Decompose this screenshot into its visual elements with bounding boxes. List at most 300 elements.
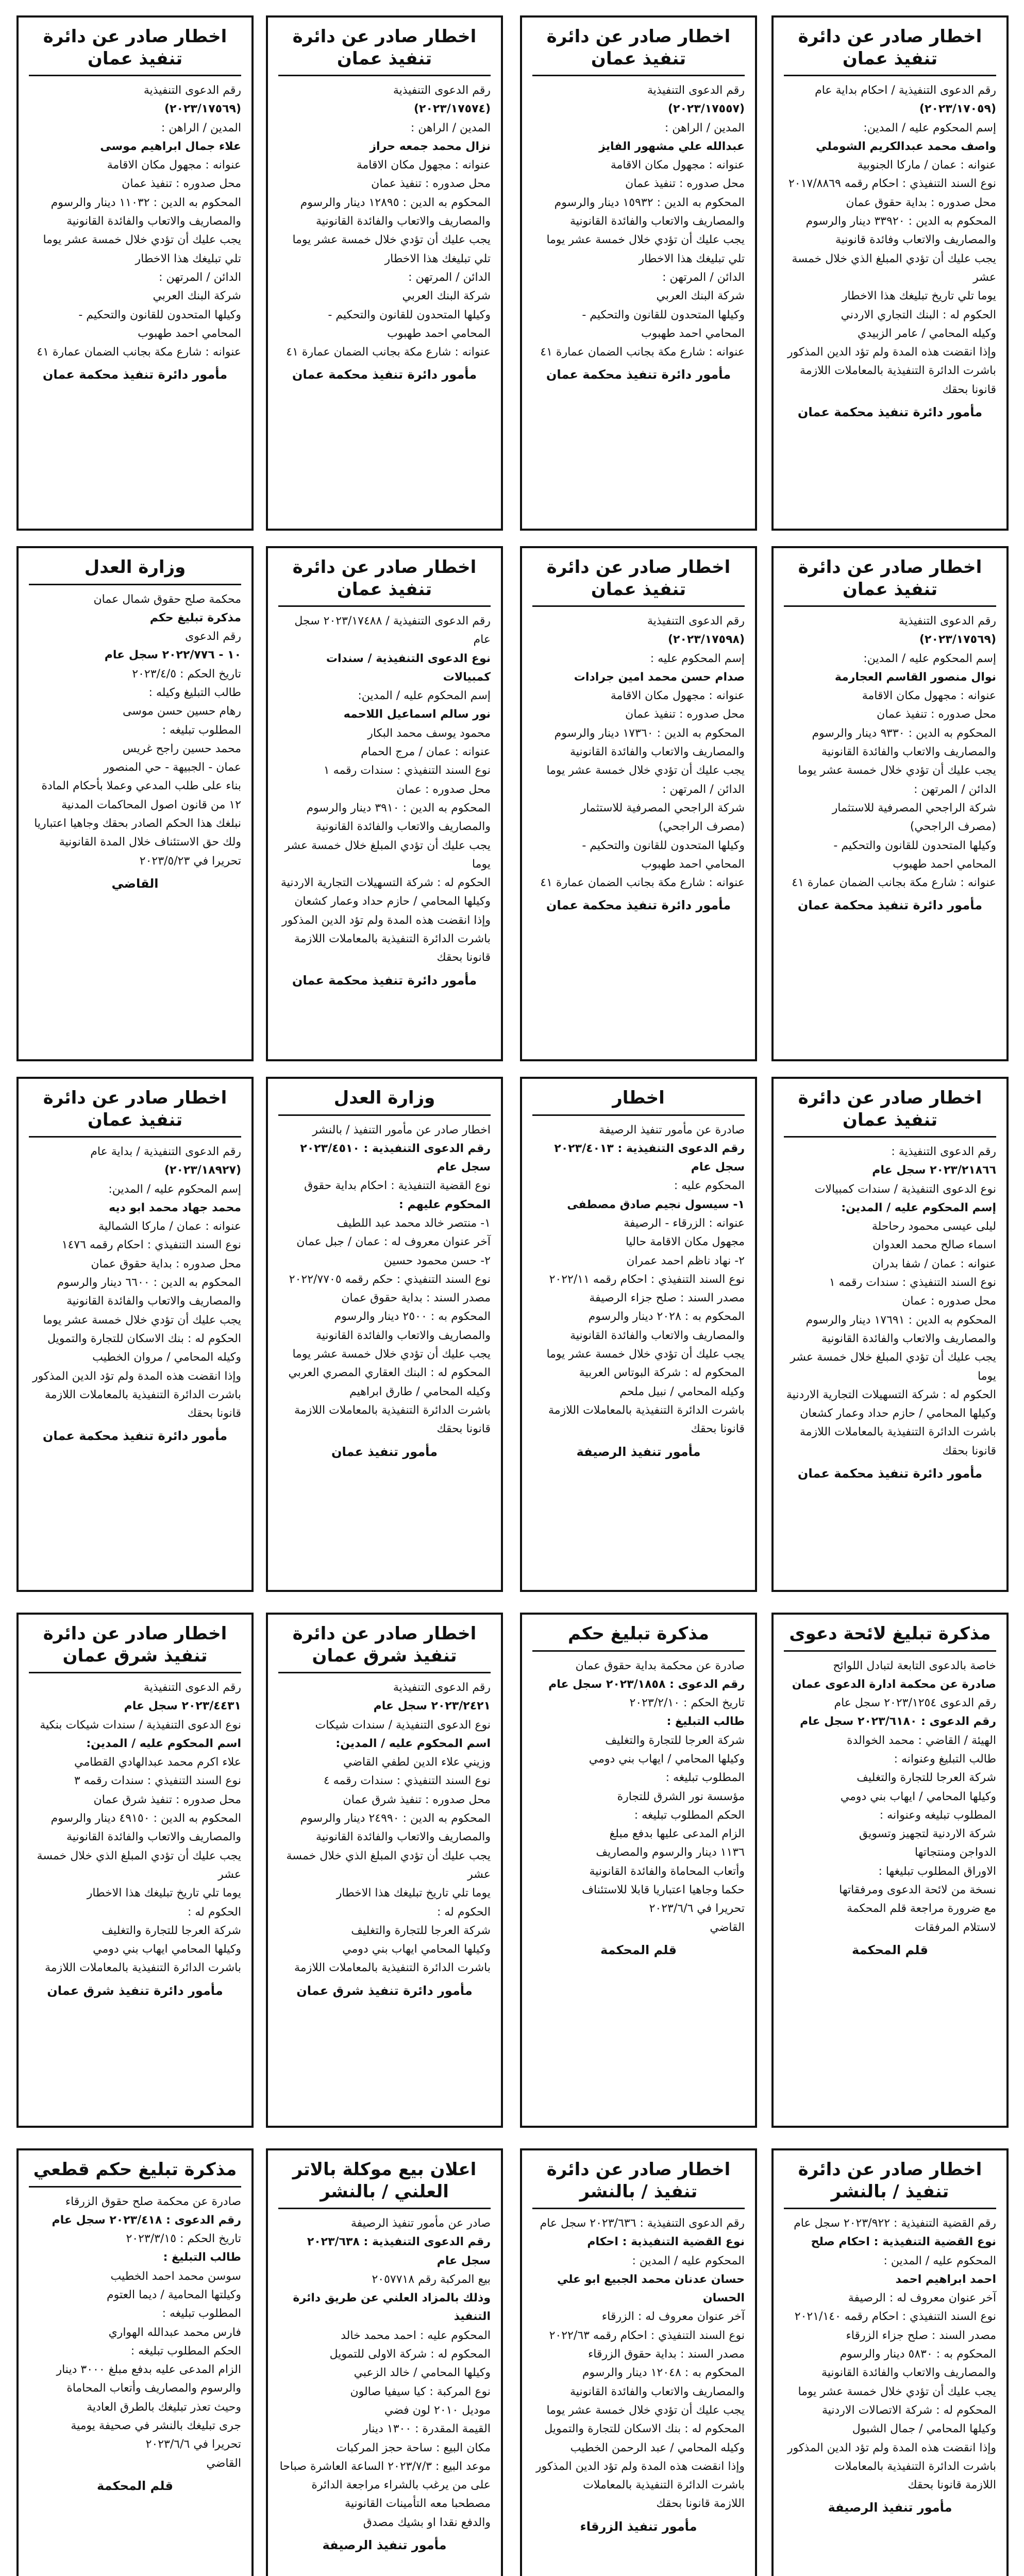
divider [278,2208,491,2209]
notice-line: طالب التبليغ : [666,1715,745,1728]
notice-line: المحكوم به : ٥٨٣٠ دينار والرسوم [840,2348,996,2361]
notice-line: وإذا انقضت هذه المدة ولم تؤد الدين المذكور [536,2460,745,2473]
notice-line: الدائن / المرتهن : [662,783,745,796]
notice-line: باشرت الدائرة التنفيذية بالمعاملات اللازمة قانونا بحقك [294,933,491,964]
notice-line: محل صدوره : تنفيذ شرق عمان [343,1793,491,1806]
notice-line: وكيلها المتحدون للقانون والتحكيم - [582,308,745,321]
notice-title: مذكرة تبليغ لائحة دعوى [789,1623,991,1644]
notice-line: المدين / الراهن : [664,121,745,134]
notice-line: الدائن / المرتهن : [914,783,996,796]
notice-line: (٢٠٢٣/١٧٥٩٨) [667,633,745,647]
notice-title: وزارة العدل [84,557,186,578]
notice-line: يجب عليك أن تؤدي خلال خمسة عشر يوما [292,233,491,247]
notice-line: ١- منتصر خالد محمد عبد اللطيف [337,1216,491,1230]
notice-line: محل صدوره : تنفيذ عمان [877,708,996,721]
notice-line: عنوانه : شارع مكة بجانب الضمان عمارة ٤١ [540,876,745,890]
notice-line: يجب عليك أن تؤدي المبلغ خلال خمسة عشر يوما [284,839,491,871]
notice-footer: مأمور دائرة تنفيذ محكمة عمان [797,1466,983,1481]
notice-line: يجب عليك أن تؤدي خلال خمسة عشر يوما [798,2385,996,2398]
notice-line: نبلغك هذا الحكم الصادر بحقك وجاهيا اعتباريا [34,817,241,831]
notice-line: يجب عليك أن تؤدي المبلغ الذي خلال خمسة عشر [37,1849,241,1881]
notice-line: والمصاريف والاتعاب والفائدة القانونية [821,745,996,759]
notice-line: المحامي احمد طهبوب [387,327,491,340]
notice-line: يجب عليك أن تؤدي خلال خمسة عشر يوما [546,1348,745,1361]
notice-line: ١١٣٦ دينار والرسوم والمصاريف [596,1846,745,1859]
notice-line: المحكوم به الدين : ١٢٨٩٥ دينار والرسوم [300,196,491,209]
divider [532,1650,745,1652]
notice-line: نزال محمد جمعه حراز [370,140,491,153]
notice-line: خاصة بالدعوى التابعة لتبادل اللوائح [833,1659,996,1672]
notice-line: المحكوم به : ٢٥٠٠ دينار والرسوم [334,1310,491,1324]
divider [278,605,491,607]
notice-line: رقم الدعوى التنفيذية / بداية عام [90,1145,241,1158]
notice-line: رقم الدعوى التنفيذية : ٢٠٢٣/٦٣٦ سجل عام [540,2217,745,2230]
notice-line: اللازمة قانونا بحقك [908,2479,996,2492]
notice-line: والمصاريف والاتعاب والفائدة القانونية [569,1329,745,1342]
notice-line: اخطار صادر عن مأمور التنفيذ / بالنشر [312,1123,491,1137]
notice-line: وكيله المحامي / عبد الرحمن الخطيب [570,2441,745,2454]
notice-line: باشرت الدائرة التنفيذية بالمعاملات [834,2460,996,2473]
notice-line: تاريخ الحكم : ٢٠٢٣/٤/٥ [132,667,241,681]
notice-r3c3 [266,1077,503,1592]
notice-footer: مأمور دائرة تنفيذ محكمة عمان [546,898,731,913]
notice-title: اخطار صادر عن دائرة تنفيذ عمان [798,26,982,69]
notice-line: والمصاريف والاتعاب والفائدة القانونية [569,745,745,759]
notice-line: إسم المحكوم عليه : [650,652,745,665]
notice-line: إسم المحكوم عليه / المدين: [863,121,996,134]
notice-line: مؤسسة نور الشرق للتجارة [617,1790,745,1803]
notice-line: عنوانه : الزرقاء - الرصيفة [624,1216,745,1230]
notice-line: المحكوم به الدين : ١٧٦٩١ دينار والرسوم [805,1313,996,1327]
notice-line: تلي تبليغك هذا الاخطار [384,252,491,265]
notice-line: المحكوم عليه : احمد محمد خالد [341,2329,491,2342]
notice-line: محكمة صلح حقوق شمال عمان [93,592,241,606]
notice-line: وكيلها المتحدون للقانون والتحكيم - [328,308,491,321]
divider [29,1672,241,1673]
divider [278,75,491,76]
notice-footer: مأمور دائرة تنفيذ محكمة عمان [546,367,731,382]
notice-line: نوع القضية التنفيذية : احكام بداية حقوق [304,1179,491,1193]
notice-line: المطلوب تبليغه : [162,2307,241,2320]
notice-line: عنوانه : شارع مكة بجانب الضمان عمارة ٤١ [540,346,745,359]
divider [532,605,745,607]
notice-line: الحكوم له : [437,1905,491,1919]
notice-footer: القاضي [111,876,159,891]
notice-line: مكان البيع : ساحة حجز المركبات [336,2441,491,2454]
notice-line: نور سالم اسماعيل اللاحمه [343,708,491,721]
notice-line: حكما وجاهيا اعتباريا قابلا للاستئناف [582,1884,745,1897]
notice-line: رقم الدعوى ٢٠٢٣/١٢٥٤ سجل عام [834,1697,996,1710]
notice-line: المحكوم له : شركة الاتصالات الاردنية [821,2403,996,2417]
notice-line: شركة الاردنية لتجهيز وتسويق [859,1827,996,1841]
divider [784,605,996,607]
notice-line: المحكوم به الدين : ٢٤٩٩٠ دينار والرسوم [300,1812,491,1825]
notice-footer: مأمور دائرة تنفيذ شرق عمان [47,1983,223,1998]
notice-r3c1 [771,1077,1009,1592]
divider [278,1114,491,1116]
notice-line: وإذا انقضت هذه المدة ولم تؤد الدين المذكور [32,1369,241,1383]
notice-line: وإذا انقضت هذه المدة ولم تؤد الدين المذكور [787,2441,996,2454]
notice-line: وكيلها المحامي / حازم حداد وعمار كشعان [800,1407,996,1420]
notice-line: بناء على طلب المدعي وعملا بأحكام المادة [41,779,241,793]
notice-line: يوما تلي تاريخ تبليغك هذا الاخطار [87,1887,241,1900]
notice-line: ٢٠٢٣/٤٤٣١ سجل عام [124,1700,241,1713]
notice-line: محل صدوره : عمان [396,783,491,796]
notice-title: مذكرة تبليغ حكم [568,1623,709,1644]
notice-line: طالب التبليغ وعنوانه : [894,1752,996,1766]
notice-line: تاريخ الحكم : ٢٠٢٣/٣/١٥ [126,2232,241,2246]
notice-line: مصطحبا معه التأمينات القانونية [345,2497,491,2511]
divider [784,1136,996,1138]
notice-line: مذكرة تبليغ حكم [149,611,241,624]
notice-line: وكيله المحامي / عامر الزبيدي [858,327,996,340]
notice-line: باشرت الدائرة التنفيذية بالمعاملات اللازمة قانونا بحقك [548,1403,745,1436]
notice-line: يجب عليك أن تؤدي المبلغ الذي خلال خمسة عشر [792,252,996,284]
notice-line: تحريرا في ٢٠٢٣/٦/٦ [649,1902,745,1916]
notice-line: القاضي [710,1921,745,1934]
notice-line: الهيئة / القاضي : محمد الخوالدة [846,1734,996,1747]
notice-line: (٢٠٢٣/١٧٥٧٤) [413,103,491,116]
notice-line: نوع السند التنفيذي : احكام رقمه ٢٠٢١/١٤٠ [794,2310,996,2324]
notice-line: باشرت الدائرة التنفيذية بالمعاملات [583,2479,745,2492]
notice-line: صادرة عن مأمور تنفيذ الرصيفة [599,1123,745,1137]
notice-line: قانونا بحقك [187,1407,241,1420]
notice-line: يجب عليك أن تؤدي خلال خمسة عشر يوما [546,2403,745,2417]
notice-line: المدين / الراهن : [410,121,491,134]
notice-line: الزام المدعى عليها بدفع مبلغ [609,1827,745,1841]
notice-line: رقم الدعوى التنفيذية : ٢٠٢٣/٤٠١٣ سجل عام [554,1142,745,1174]
notice-title: اخطار صادر عن دائرة تنفيذ عمان [292,557,477,600]
notice-line: يجب عليك أن تؤدي المبلغ خلال خمسة عشر يوما [790,1351,996,1383]
notice-line: المحكوم عليه / المدين : [632,2254,745,2267]
notice-line: المحكوم به الدين : ٩٣٣٠ دينار والرسوم [812,726,996,740]
notice-footer: مأمور دائرة تنفيذ محكمة عمان [292,367,477,382]
notice-line: وأتعاب المحاماة والفائدة القانونية [589,1865,745,1878]
notice-line: شركة البنك العربي [153,290,241,303]
notice-line: يجب عليك أن تؤدي خلال خمسة عشر يوما [43,1313,241,1327]
notice-line: رقم الدعوى التنفيذية / ٢٠٢٣/١٧٤٨٨ سجل عام [294,615,491,647]
notice-line: المحكوم به الدين : ٣٩١٠ دينار والرسوم [306,801,491,815]
notice-line: إسم المحكوم عليه / المدين: [841,1201,996,1214]
notice-line: القيمة المقدرة : ١٣٠٠ دينار [362,2422,491,2436]
notice-line: وكيلها المتحدون للقانون والتحكيم - [833,839,996,852]
notice-line: عنوانه : مجهول مكان الاقامة [356,159,491,172]
notice-line: باشرت الدائرة التنفيذية بالمعاملات اللازمة قانونا بحقك [799,1426,996,1458]
notice-line: ٢٠٢٣/٢٤٢١ سجل عام [373,1700,491,1713]
notice-line: عنوانه : مجهول مكان الاقامة [610,159,745,172]
notice-footer: قلم المحكمة [852,1942,928,1957]
notice-line: رقم الدعوى [185,630,241,643]
divider [29,75,241,76]
notice-line: نوع السند التنفيذي : احكام رقمه ١٤٧٦ [61,1239,241,1252]
notice-line: رقم الدعوى : ٢٠٢٣/١٨٥٨ سجل عام [548,1677,745,1691]
notice-line: نوع السند التنفيذي : حكم رقمه ٢٠٢٢/٧٧٠٥ [289,1273,491,1286]
notice-line: المطلوب تبليغه : [665,1771,745,1785]
notice-line: طالب التبليغ وكيله : [148,686,241,699]
notice-line: باشرت الدائرة التنفيذية بالمعاملات اللازمة [44,1388,241,1401]
notice-line: نسخة من لائحة الدعوى ومرفقاتها [839,1884,996,1897]
notice-line: والمصاريف والاتعاب والفائدة القانونية [66,215,241,228]
notice-line: والمصاريف والاتعاب والفائدة القانونية [821,1332,996,1345]
notice-line: شركة العرجا للتجارة والتغليف [605,1734,745,1747]
notice-line: المحكوم به الدين : ٤٩١٥٠ دينار والرسوم [51,1812,241,1825]
notice-line: نوع السند التنفيذي : احكام رقمه ٢٠١٧/٨٨٦٩ [788,177,996,191]
notice-line: المحكوم به الدين : ٣٣٩٢٠ دينار والرسوم [805,215,996,228]
notice-line: شركة العرجا للتجارة والتغليف [102,1924,241,1937]
notice-line: إسم المحكوم عليه / المدين: [108,1182,241,1196]
notice-line: ليلى عيسى محمود رحاحلة [871,1220,996,1233]
notice-line: رقم الدعوى التنفيذية [647,615,745,628]
notice-line: علاء جمال ابراهيم موسى [100,140,241,153]
notice-line: مصدر السند : صلح جزاء الزرقاء [846,2329,996,2342]
notice-title: اخطار صادر عن دائرة تنفيذ عمان [798,557,982,600]
notice-footer: مأمور دائرة تنفيذ شرق عمان [296,1983,473,1998]
notice-line: المحكوم له : البنك العقاري المصري العربي [288,1366,491,1380]
notice-line: رقم الدعوى التنفيذية [393,84,491,97]
notice-line: ٢- حسن محمود حسين [383,1254,491,1267]
notice-line: باشرت الدائرة التنفيذية بالمعاملات اللازمة قانونا بحقك [799,364,996,396]
notice-line: محل صدوره : عمان [902,1295,996,1308]
notice-title: اخطار صادر عن دائرة تنفيذ / بالنشر [798,2159,982,2202]
notice-footer: مأمور دائرة تنفيذ محكمة عمان [797,898,983,913]
notice-footer: مأمور دائرة تنفيذ محكمة عمان [42,1429,228,1444]
notice-line: المحكوم له : شركة البوتاس العربية [579,1366,745,1380]
notice-line: إسم المحكوم عليه / المدين: [863,652,996,665]
notice-line: نوع السند التنفيذي : احكام رقمه ٢٠٢٢/١١ [549,1273,745,1286]
notice-r5c3 [266,2148,503,2576]
notice-line: إسم المحكوم عليه / المدين: [358,689,491,703]
notice-line: المطلوب تبليغه : [162,723,241,737]
notice-line: عنوانه : مجهول مكان الاقامة [610,689,745,703]
notice-line: وكيلها المحامي / ايهاب بني دومي [589,1752,745,1766]
notice-line: والمصاريف والاتعاب والفائدة القانونية [66,1295,241,1308]
notice-title: اخطار [612,1088,665,1108]
notice-line: والمصاريف والاتعاب والفائدة القانونية [821,2366,996,2380]
notice-line: الدائن / المرتهن : [408,270,491,284]
notice-line: المحكوم به الدين : ١١٠٣٢ دينار والرسوم [51,196,241,209]
divider [784,75,996,76]
notice-line: وزيني علاء الدين لطفي القاضي [343,1756,491,1769]
notice-line: تحريرا في ٢٠٢٣/٦/٦ [145,2438,241,2451]
notice-line: ٢- نهاد ناظم احمد عمران [626,1254,745,1267]
notice-line: وكيله المحامي / نبيل ملحم [619,1385,745,1398]
notice-line: (مصرف الراجحي) [910,820,996,834]
divider [532,1114,745,1116]
notice-line: (٢٠٢٣/١٧٠٥٩) [919,103,996,116]
divider [532,75,745,76]
notice-line: صدام حسن محمد امين جرادات [574,670,745,684]
notice-line: تاريخ الحكم : ٢٠٢٣/٢/١٠ [629,1697,745,1710]
notice-line: صادرة عن محكمة صلح حقوق الزرقاء [65,2195,241,2208]
notice-line: عنوانه : شارع مكة بجانب الضمان عمارة ٤١ [792,876,996,890]
notice-line: والمصاريف والاتعاب والفائدة القانونية [569,215,745,228]
notice-line: ١- سيسول نجيم صادق مصطفى [567,1198,745,1211]
notice-line: عمان - الجبيهة - حي المنصور [104,761,241,774]
notice-line: الاوراق المطلوب تبليغها : [878,1865,996,1878]
notice-line: آخر عنوان معروف له : عمان / جبل عمان [296,1235,491,1249]
notice-line: الدائن / المرتهن : [662,270,745,284]
notice-line: يوما تلي تاريخ تبليغك هذا الاخطار [842,290,996,303]
notice-line: شركة البنك العربي [656,290,745,303]
notice-title: اخطار صادر عن دائرة تنفيذ عمان [798,1088,982,1130]
notice-line: محل صدوره : تنفيذ عمان [371,177,491,191]
notice-title: اخطار صادر عن دائرة تنفيذ شرق عمان [292,1623,477,1666]
notice-line: المحكوم به : ٢٠٢٨ دينار والرسوم [588,1310,745,1324]
notice-line: محل صدوره : بداية حقوق عمان [91,1257,241,1270]
notice-r3c2 [520,1077,757,1592]
notice-line: رقم القضية التنفيذية : ٢٠٢٣/٩٢٢ سجل عام [794,2217,996,2230]
notice-title: اخطار صادر عن دائرة تنفيذ عمان [43,26,227,69]
notice-line: يجب عليك أن تؤدي خلال خمسة عشر يوما [43,233,241,247]
notice-line: (٢٠٢٣/١٧٥٦٩) [164,103,241,116]
notice-line: الحكوم له : البنك التجاري الاردني [841,308,996,321]
notice-line: على من يرغب بالشراء مراجعة الدائرة [311,2479,491,2492]
notice-line: محمد جهاد محمد ابو ديه [109,1201,241,1214]
notice-line: مجهول مكان الاقامة حاليا [625,1235,745,1249]
notice-title: اخطار صادر عن دائرة تنفيذ شرق عمان [43,1623,227,1666]
notice-line: والمصاريف والاتعاب والفائدة القانونية [315,215,491,228]
notice-line: نوع السند التنفيذي : احكام رقمه ٢٠٢٢/٦٣ [549,2329,745,2342]
divider [532,2208,745,2209]
notice-line: والمصاريف والاتعاب والفائدة القانونية [569,2385,745,2398]
notice-line: الحكم المطلوب تبليغه : [634,1808,745,1822]
notice-line: يجب عليك أن تؤدي خلال خمسة عشر يوما [798,764,996,777]
notice-line: والمصاريف والاتعاب والفائدة القانونية [66,1831,241,1844]
notice-line: عبدالله علي مشهور الفايز [599,140,745,153]
notice-line: وذلك بالمزاد العلني عن طريق دائرة التنفيذ [293,2292,491,2324]
notice-footer: مأمور دائرة تنفيذ محكمة عمان [292,973,477,988]
notice-line: لاستلام المرفقات [914,1921,996,1934]
notice-line: الحكم المطلوب تبليغه : [130,2344,241,2358]
notice-line: اللازمة قانونا بحقك [656,2497,745,2511]
notice-line: نوع القضية التنفيذية : احكام [587,2235,745,2249]
notice-line: وإذا انقضت هذه المدة ولم تؤد الدين المذكور [787,346,996,359]
notice-line: المحامي احمد طهبوب [138,327,241,340]
notice-line: وإذا انقضت هذه المدة ولم تؤد الدين المذكور [282,913,491,927]
notice-line: الحكوم له : شركة التسهيلات التجارية الاردنية [786,1388,996,1401]
notice-line: آخر عنوان معروف له : الرصيفة [848,2292,996,2305]
notice-line: رقم الدعوى التنفيذية [647,84,745,97]
notice-line: الزام المدعى عليه بدفع مبلغ ٣٠٠٠ دينار [56,2363,241,2377]
notice-line: مصدر السند : صلح جزاء الرصيفة [589,1292,745,1305]
notice-line: احمد ابراهيم احمد [895,2273,996,2286]
notice-line: عنوانه : عمان / ماركا الشمالية [98,1220,241,1233]
notice-line: وكيلها المتحدون للقانون والتحكيم - [78,308,241,321]
notice-line: والدفع نقدا او بشيك مصدق [363,2516,491,2529]
notice-line: تحريرا في ٢٠٢٣/٥/٢٣ [139,854,241,868]
notice-line: اسم المحكوم عليه / المدين: [335,1737,491,1750]
notice-title: اخطار صادر عن دائرة تنفيذ عمان [43,1088,227,1130]
notice-line: محمد حسين راجح غريس [122,742,241,755]
notice-line: الدواجن ومنتجاتها [915,1846,996,1859]
notice-line: رقم الدعوى : ٢٠٢٣/٤١٨ سجل عام [52,2213,241,2227]
notice-line: رقم الدعوى التنفيذية : [891,1145,996,1158]
notice-line: نوع السند التنفيذي : سندات رقمه ١ [829,1276,996,1290]
notice-line: علاء اكرم محمد عبدالهادي القطامي [74,1756,241,1769]
notice-line: مصدر السند : بداية حقوق الزرقاء [587,2348,745,2361]
notice-line: عنوانه : شارع مكة بجانب الضمان عمارة ٤١ [286,346,491,359]
notice-line: عنوانه : مجهول مكان الاقامة [862,689,996,703]
notice-line: المحكوم به الدين : ٦٦٠٠ دينار والرسوم [57,1276,241,1290]
notice-line: سوسن محمد احمد الخطيب [110,2269,241,2283]
notice-line: والمصاريف والاتعاب والفائدة القانونية [315,820,491,834]
notice-line: والمصاريف والاتعاب والفائدة القانونية [315,1329,491,1342]
notice-line: شركة الراجحي المصرفية للاستثمار [580,801,745,815]
notice-line: موديل ٢٠١٠ لون فضي [384,2403,491,2417]
notice-line: المحكوم له : بنك الاسكان للتجارة والتمويل [544,2422,745,2436]
notice-line: رقم الدعوى التنفيذية / احكام بداية عام [815,84,996,97]
notice-line: القاضي [206,2456,241,2470]
notice-line: صادرة عن محكمة ادارة الدعوى عمان [792,1677,996,1691]
notice-line: محمود يوسف محمد البكار [367,726,491,740]
notice-r2c4 [16,546,254,1061]
notice-line: وكيلتها المحامية / ديما العتوم [107,2288,241,2301]
notice-line: المدين / الراهن : [161,121,241,134]
notice-footer: مأمور تنفيذ الرصيفة [576,1444,701,1459]
notice-line: رقم الدعوى : ٢٠٢٣/٦١٨٠ سجل عام [800,1715,996,1728]
notice-line: (٢٠٢٣/١٧٥٥٧) [667,103,745,116]
notice-footer: مأمور دائرة تنفيذ محكمة عمان [797,405,983,420]
notice-r3c4 [16,1077,254,1592]
notice-r5c2 [520,2148,757,2576]
notice-line: نوع الدعوى التنفيذية / سندات كمبيالات [814,1182,996,1196]
notice-line: عنوانه : عمان / مرج الحمام [361,745,491,759]
divider [29,584,241,585]
notice-title: اخطار صادر عن دائرة تنفيذ عمان [546,557,731,600]
notice-footer: قلم المحكمة [97,2478,173,2493]
notice-line: المحامي احمد طهبوب [641,327,745,340]
notice-line: يوما تلي تاريخ تبليغك هذا الاخطار [336,1887,491,1900]
notice-line: وكيلها المتحدون للقانون والتحكيم - [582,839,745,852]
notice-line: الحكوم له : بنك الاسكان للتجارة والتمويل [47,1332,241,1345]
notice-line: المحامي احمد طهبوب [641,857,745,871]
divider [29,2186,241,2188]
notice-line: (مصرف الراجحي) [658,820,745,834]
divider [29,1136,241,1138]
notice-line: نوع الدعوى التنفيذية / سندات شيكات [315,1718,491,1732]
notice-r1c4 [16,15,254,531]
notice-line: شركة الراجحي المصرفية للاستثمار [832,801,996,815]
notice-line: اسماء صالح محمد العدوان [872,1239,996,1252]
notice-line: رقم الدعوى التنفيذية : ٢٠٢٣/٦٣٨ سجل عام [307,2235,491,2267]
notice-footer: مأمور تنفيذ عمان [331,1444,438,1459]
notice-line: يجب عليك أن تؤدي خلال خمسة عشر يوما [546,764,745,777]
notice-line: نوع القضية التنفيذية : احكام صلح [811,2235,996,2249]
notice-line: والمصاريف والاتعاب وفائدة قانونية [835,233,996,247]
notice-line: نوال منصور القاسم العجارمة [834,670,996,684]
notice-line: محل صدوره : تنفيذ شرق عمان [93,1793,241,1806]
notice-line: المحكوم به الدين : ١٧٣٦٠ دينار والرسوم [554,726,745,740]
notice-line: باشرت الدائرة التنفيذية بالمعاملات اللازمة [44,1961,241,1975]
notice-line: محل صدوره : تنفيذ عمان [625,177,745,191]
divider [784,2208,996,2209]
notice-line: تلي تبليغك هذا الاخطار [135,252,241,265]
notice-line: نوع المركبة : كيا سيفيا صالون [350,2385,491,2398]
notice-line: (٢٠٢٣/١٨٩٢٧) [164,1164,241,1177]
notice-line: شركة العرجا للتجارة والتغليف [351,1924,491,1937]
notice-r4c2 [520,1613,757,2128]
notice-line: صادرة عن محكمة بداية حقوق عمان [575,1659,745,1672]
notice-line: مصدر السند : بداية حقوق عمان [341,1292,491,1305]
notice-line: آخر عنوان معروف له : الزرقاء [601,2310,745,2324]
notice-line: يجب عليك أن تؤدي خلال خمسة عشر يوما [546,233,745,247]
divider [278,1672,491,1673]
notice-line: تلي تبليغك هذا الاخطار [639,252,745,265]
notice-line: ١٢ من قانون اصول المحاكمات المدنية [61,798,241,811]
notice-title: اخطار صادر عن دائرة تنفيذ عمان [292,26,477,69]
notice-line: رهام حسين حسن موسى [122,705,241,718]
notice-line: ٢٠٢٣/٢١٨٦٦ سجل عام [872,1164,996,1177]
